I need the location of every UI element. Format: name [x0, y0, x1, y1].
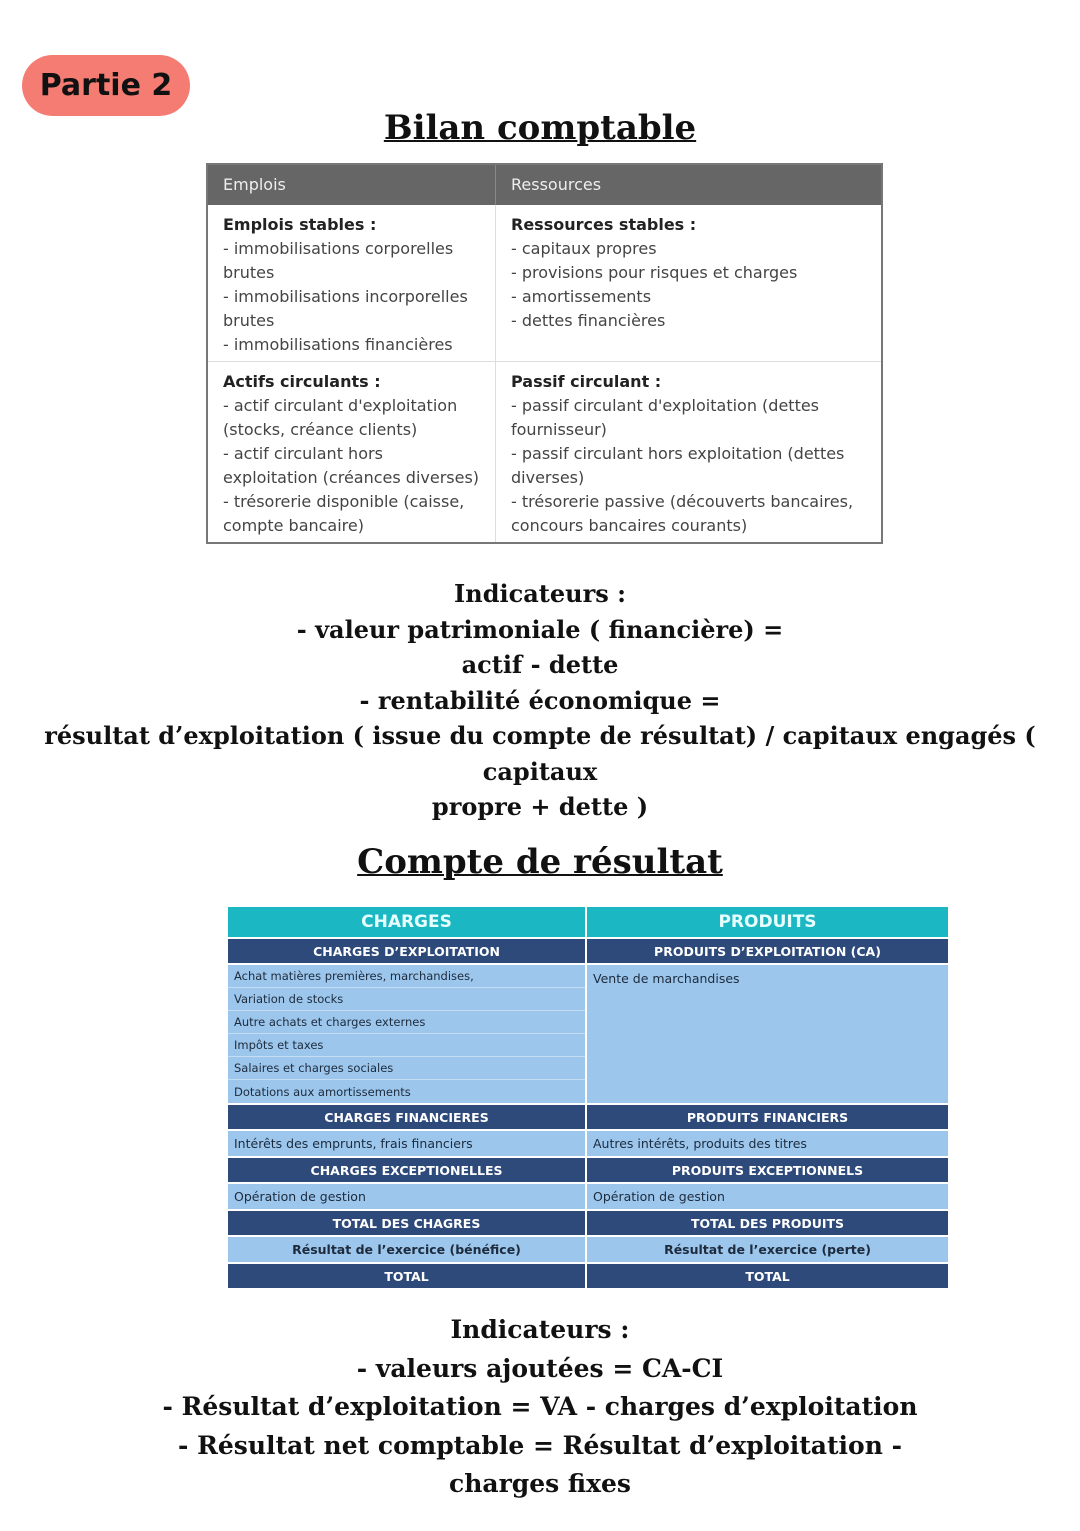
- bilan-row-circulants: [208, 362, 881, 542]
- text-line: - immobilisations incorporelles brutes: [223, 287, 468, 330]
- text-line: Indicateurs :: [454, 579, 626, 608]
- cell-passif-circulant: [495, 362, 881, 542]
- text-line: Résultat de l’exercice (bénéfice): [228, 1237, 587, 1262]
- cr-totaux-row: [228, 1211, 948, 1237]
- text-line: - valeur patrimoniale ( financière) =: [296, 614, 784, 644]
- cr-row: Dotations aux amortissements: [228, 1080, 585, 1103]
- text-line: Intérêts des emprunts, frais financiers: [228, 1131, 587, 1156]
- text-line: Emplois stables :: [223, 215, 377, 234]
- text-line: PRODUITS D’EXPLOITATION (CA): [587, 939, 948, 963]
- text-line: TOTAL: [587, 1264, 948, 1288]
- cr-row: Variation de stocks: [228, 988, 585, 1011]
- text-line: Opération de gestion: [587, 1184, 948, 1209]
- text-line: CHARGES EXCEPTIONELLES: [228, 1158, 587, 1182]
- cr-resultat-row: [228, 1237, 948, 1264]
- text-line: TOTAL DES CHAGRES: [228, 1211, 587, 1235]
- text-line: - trésorerie passive (découverts bancaires, concours bancaires courants): [511, 492, 854, 535]
- text-line: - passif circulant d'exploitation (dettes fournisseur): [511, 396, 820, 439]
- cr-exploitation-rows: [228, 965, 948, 1105]
- text-line: - amortissements: [511, 287, 652, 306]
- bilan-table: [206, 163, 883, 544]
- cr-row: Achat matières premières, marchandises,: [228, 965, 585, 988]
- text-line: charges fixes: [449, 1469, 631, 1498]
- text-line: - valeurs ajoutées = CA-CI: [356, 1353, 724, 1383]
- cr-row: Impôts et taxes: [228, 1034, 585, 1057]
- cr-exceptionnels-row: [228, 1184, 948, 1211]
- cr-header: [228, 907, 948, 939]
- text-line: - immobilisations financières: [223, 335, 453, 354]
- compte-title: Compte de résultat: [357, 842, 723, 882]
- text-line: actif - dette: [461, 650, 619, 679]
- part-badge: Partie 2: [22, 55, 190, 116]
- text-line: résultat d’exploitation ( issue du compte de résultat) / capitaux engagés ( capitaux: [44, 721, 1036, 786]
- text-line: - passif circulant hors exploitation (dettes diverses): [511, 444, 845, 487]
- text-line: - Résultat d’exploitation = VA - charges d’exploitation: [162, 1392, 918, 1421]
- header-ressources: Ressources: [495, 165, 881, 205]
- text-line: - immobilisations corporelles brutes: [223, 239, 454, 282]
- text-line: PRODUITS FINANCIERS: [587, 1105, 948, 1129]
- indicateurs-compte: [0, 1311, 1080, 1504]
- text-line: Résultat de l’exercice (perte): [587, 1237, 948, 1262]
- cr-financiers-header: [228, 1105, 948, 1131]
- text-line: PRODUITS: [587, 907, 948, 937]
- text-line: CHARGES FINANCIERES: [228, 1105, 587, 1129]
- text-line: - dettes financières: [511, 311, 666, 330]
- text-line: CHARGES D’EXPLOITATION: [228, 939, 587, 963]
- cr-produits-exploitation: Vente de marchandises: [587, 965, 948, 1103]
- bilan-header: [208, 165, 881, 205]
- text-line: - Résultat net comptable = Résultat d’exploitation -: [178, 1430, 902, 1460]
- text-line: Autres intérêts, produits des titres: [587, 1131, 948, 1156]
- text-line: propre + dette ): [431, 792, 649, 821]
- text-line: PRODUITS EXCEPTIONNELS: [587, 1158, 948, 1182]
- text-line: - capitaux propres: [511, 239, 657, 258]
- text-line: TOTAL DES PRODUITS: [587, 1211, 948, 1235]
- header-emplois: Emplois: [223, 175, 286, 194]
- text-line: - trésorerie disponible (caisse, compte bancaire): [223, 492, 465, 535]
- cr-total-row: [228, 1264, 948, 1290]
- text-line: - rentabilité économique =: [359, 685, 721, 715]
- cell-actifs-circulants: [208, 362, 495, 542]
- compte-resultat-table: [228, 907, 948, 1290]
- text-line: CHARGES: [228, 907, 587, 937]
- text-line: Passif circulant :: [511, 372, 662, 391]
- cr-financiers-row: [228, 1131, 948, 1158]
- text-line: - actif circulant hors exploitation (créances diverses): [223, 444, 480, 487]
- cr-exploitation-header: [228, 939, 948, 965]
- bilan-row-stables: [208, 205, 881, 362]
- cr-row: Salaires et charges sociales: [228, 1057, 585, 1080]
- cr-exceptionnels-header: [228, 1158, 948, 1184]
- text-line: Ressources stables :: [511, 215, 697, 234]
- cr-row: Autre achats et charges externes: [228, 1011, 585, 1034]
- text-line: Opération de gestion: [228, 1184, 587, 1209]
- text-line: - provisions pour risques et charges: [511, 263, 798, 282]
- text-line: Actifs circulants :: [223, 372, 381, 391]
- indicateurs-bilan: [0, 576, 1080, 825]
- text-line: Indicateurs :: [450, 1315, 630, 1344]
- cell-emplois-stables: [208, 205, 495, 361]
- bilan-title: Bilan comptable: [383, 108, 697, 148]
- text-line: TOTAL: [228, 1264, 587, 1288]
- text-line: - actif circulant d'exploitation (stocks, créance clients): [223, 396, 458, 439]
- cell-ressources-stables: [495, 205, 881, 361]
